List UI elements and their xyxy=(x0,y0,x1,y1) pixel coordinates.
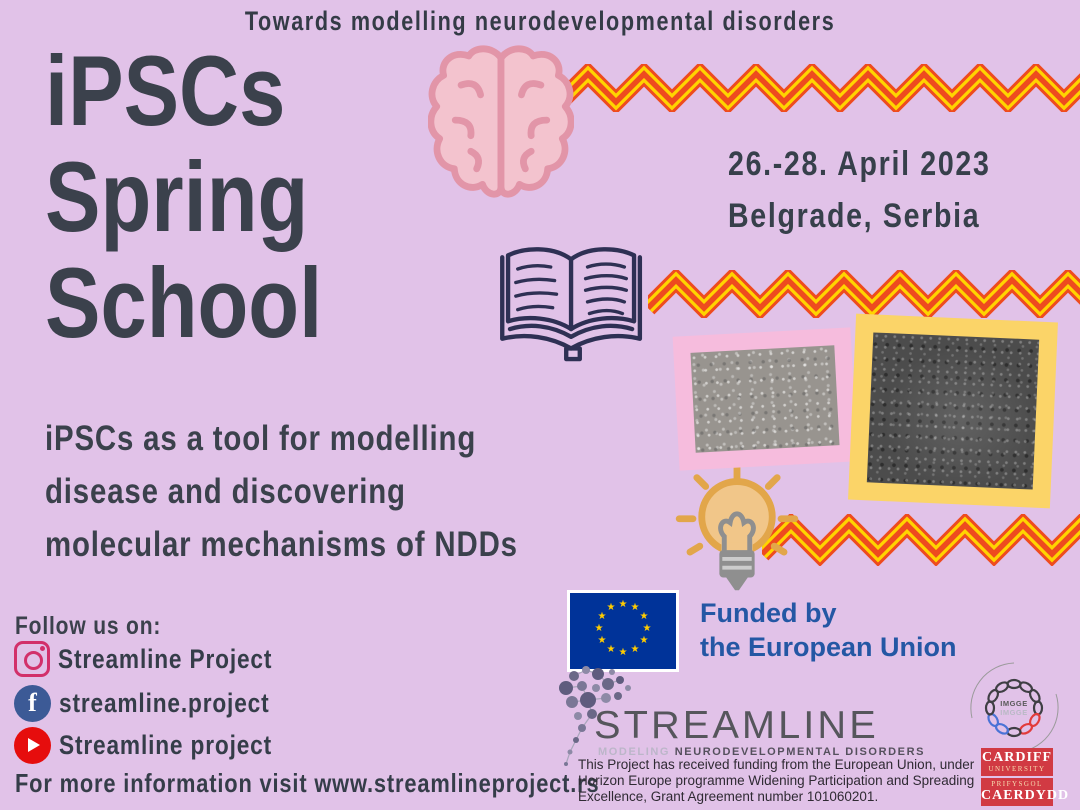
zigzag-decoration-middle xyxy=(648,270,1080,318)
follow-heading: Follow us on: xyxy=(15,612,162,640)
lightbulb-icon xyxy=(672,460,802,602)
eu-flag xyxy=(567,590,679,672)
eu-star-icon: ★ xyxy=(630,602,640,613)
funding-disclaimer: This Project has received funding from the European Union, under Horizon Europe programme Widening Participation and Spreading Excellence, Grant Agreement number 101060201. xyxy=(578,757,975,804)
eu-star-icon: ★ xyxy=(597,611,607,622)
subtitle-line-2: disease and discovering xyxy=(45,472,406,511)
open-book-icon xyxy=(490,236,656,362)
streamline-logo-wordmark: STREAMLINE xyxy=(594,704,879,747)
zigzag-decoration-top xyxy=(560,64,1080,112)
zigzag-decoration-bottom xyxy=(762,514,1080,566)
youtube-handle: Streamline project xyxy=(59,729,273,760)
funded-by-line-1: Funded by xyxy=(700,598,837,628)
poster-title xyxy=(45,35,375,358)
cardiff-line: CARDIFF xyxy=(982,750,1052,765)
microscopy-photo-pink-frame xyxy=(673,327,858,470)
eu-star-icon: ★ xyxy=(639,635,649,646)
eu-star-icon: ★ xyxy=(606,602,616,613)
social-row-youtube xyxy=(14,726,313,764)
microscopy-photo-yellow-frame xyxy=(848,314,1058,509)
eu-star-icon: ★ xyxy=(630,644,640,655)
youtube-icon xyxy=(14,727,51,764)
imgge-logo xyxy=(966,660,1062,756)
eu-star-icon: ★ xyxy=(642,623,652,634)
social-row-facebook xyxy=(14,684,310,722)
funded-by-label xyxy=(700,596,957,664)
imgge-label: IMGGE xyxy=(1000,699,1028,708)
cardiff-logo-bottom xyxy=(981,778,1070,806)
eu-star-icon: ★ xyxy=(597,635,607,646)
cardiff-line: PRIFYSGOL xyxy=(991,780,1043,788)
instagram-icon xyxy=(14,641,50,677)
brain-icon xyxy=(428,42,574,208)
poster-tagline xyxy=(0,6,1080,37)
microscopy-image-light xyxy=(690,345,839,452)
cardiff-line: UNIVERSITY xyxy=(988,765,1046,773)
microscopy-image-dark xyxy=(867,332,1039,489)
poster-subtitle xyxy=(45,412,608,571)
poster-tagline-text: Towards modelling neurodevelopmental disorders xyxy=(244,6,836,36)
subtitle-line-1: iPSCs as a tool for modelling xyxy=(45,419,477,458)
eu-star-icon: ★ xyxy=(606,644,616,655)
event-date-location xyxy=(728,138,1041,242)
facebook-handle: streamline.project xyxy=(59,687,270,718)
more-info-line: For more information visit www.streamlineproject.rs xyxy=(15,768,600,798)
event-location: Belgrade, Serbia xyxy=(728,197,981,235)
title-line-3: School xyxy=(45,247,323,358)
streamline-tagline-light: MODELING xyxy=(598,746,671,758)
title-line-2: Spring xyxy=(45,141,309,252)
event-date: 26.-28. April 2023 xyxy=(728,145,991,183)
cardiff-logo-top xyxy=(981,748,1053,776)
instagram-handle: Streamline Project xyxy=(58,643,273,674)
cardiff-line: CAERDYDD xyxy=(981,788,1070,803)
subtitle-line-3: molecular mechanisms of NDDs xyxy=(45,525,518,564)
facebook-icon: f xyxy=(14,685,51,722)
eu-star-icon: ★ xyxy=(618,599,628,610)
eu-star-icon: ★ xyxy=(594,623,604,634)
cardiff-university-logo xyxy=(981,748,1070,806)
eu-star-icon: ★ xyxy=(618,647,628,658)
streamline-tagline-bold: NEURODEVELOPMENTAL DISORDERS xyxy=(674,746,926,758)
title-line-1: iPSCs xyxy=(45,35,286,146)
imgge-label-light: IMGGE xyxy=(1000,708,1028,717)
eu-star-icon: ★ xyxy=(639,611,649,622)
social-row-instagram xyxy=(14,640,313,678)
funded-by-line-2: the European Union xyxy=(700,632,957,662)
